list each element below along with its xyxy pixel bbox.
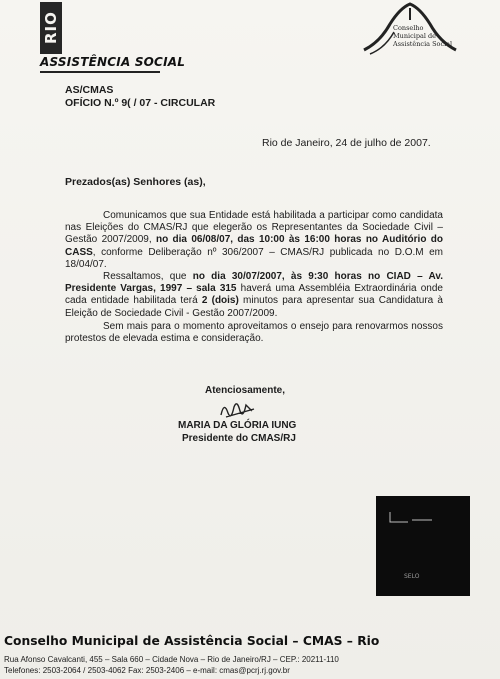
footer-address: Rua Afonso Cavalcanti, 455 – Sala 660 – Cidade Nova – Rio de Janeiro/RJ – CEP.: 20211-110 (4, 655, 339, 664)
p2-bold-minutes: 2 (dois) (201, 295, 239, 307)
footer-contacts: Telefones: 2503-2064 / 2503-4062 Fax: 2503-2406 – e-mail: cmas@pcrj.rj.gov.br (4, 666, 290, 675)
seal-line-1: Conselho (393, 24, 424, 32)
paragraph-1 (65, 210, 443, 271)
stamp-mark-icon (388, 510, 434, 526)
p2-text-e: minutos para apresentar sua Candidatura à Eleição de Sociedade Civil - Gestão 2007/2009. (65, 295, 443, 319)
signer-title: Presidente do CMAS/RJ (182, 433, 296, 444)
seal-text (393, 24, 453, 48)
stamp-label: SELO (404, 573, 420, 580)
p3-text: Sem mais para o momento aproveitamos o ensejo para renovarmos nossos protestos de elevada estima e consideração. (65, 321, 443, 345)
p1-text-a: Comunicamos que sua Entidade está habilitada a participar como candidata nas Eleições do CMAS/RJ que elegerão os Representantes da Sociedade Civil – Gestão 2007/2009, (65, 210, 443, 246)
logo-underline (40, 71, 160, 73)
seal-line-2: Municipal de (393, 32, 437, 40)
p1-bold-date: no dia 06/08/07, das 10:00 às 16:00 horas no Auditório do CASS (65, 234, 443, 258)
footer-title: Conselho Municipal de Assistência Social – CMAS – Rio (4, 634, 380, 648)
salutation: Prezados(as) Senhores (as), (65, 176, 206, 188)
rio-logo-mark: RIO (40, 2, 62, 54)
p2-text-a: Ressaltamos, que (103, 271, 193, 282)
oficio-number: OFÍCIO N.º 9( / 07 - CIRCULAR (65, 97, 216, 109)
reference-code: AS/CMAS (65, 84, 114, 96)
assistencia-social-logo-text: ASSISTÊNCIA SOCIAL (40, 55, 186, 69)
p1-text-c: , conforme Deliberação nº 306/2007 – CMAS/RJ publicada no D.O.M em 18/04/07. (65, 246, 443, 270)
date-line: Rio de Janeiro, 24 de julho de 2007. (262, 137, 431, 149)
p2-bold-assembly: no dia 30/07/2007, às 9:30 horas no CIAD – Av. Presidente Vargas, 1997 – sala 315 (65, 271, 443, 295)
paragraph-3 (65, 321, 443, 345)
paragraph-2 (65, 271, 443, 320)
signer-name: MARIA DA GLÓRIA IUNG (178, 420, 297, 431)
closing: Atenciosamente, (205, 385, 286, 396)
p2-text-c: haverá uma Assembléia Extraordinária onde cada entidade habilitada terá (65, 283, 443, 307)
seal-line-3: Assistência Social (393, 40, 453, 48)
